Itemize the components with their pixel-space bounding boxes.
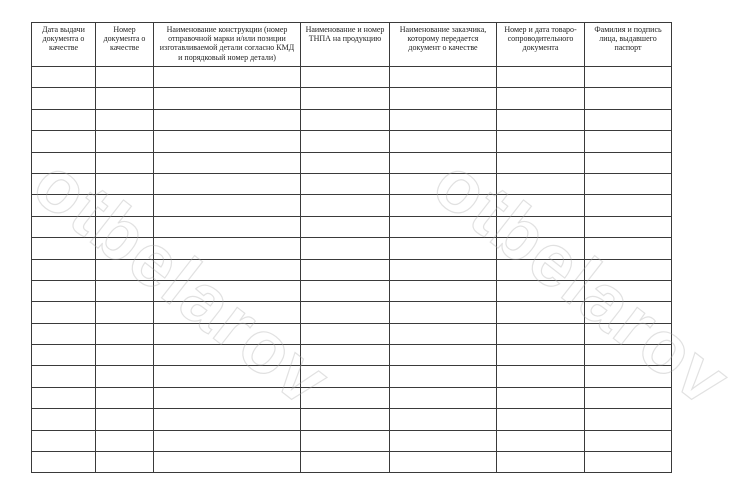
table-cell [390,366,497,387]
table-cell [32,152,96,173]
table-cell [497,387,585,408]
table-cell [32,88,96,109]
table-cell [390,131,497,152]
table-cell [96,302,154,323]
column-header-tnpa-label: Наименование и номер ТНПА на продукцию [305,25,385,44]
table-cell [154,345,301,366]
table-cell [301,430,390,451]
table-cell [96,452,154,473]
column-header-customer-label: Наименование заказчика, которому передается документ о качестве [399,25,487,53]
table-cell [585,131,672,152]
table-cell [32,345,96,366]
table-cell [497,452,585,473]
table-cell [32,216,96,237]
table-row [32,131,672,152]
table-cell [497,366,585,387]
table-cell [154,195,301,216]
quality-document-register-table [31,22,672,473]
table-cell [32,452,96,473]
table-cell [96,323,154,344]
table-cell [497,302,585,323]
table-row [32,109,672,130]
table-cell [32,109,96,130]
table-cell [154,366,301,387]
table-cell [32,67,96,88]
table-row [32,366,672,387]
table-cell [301,88,390,109]
table-row [32,387,672,408]
table-cell [585,409,672,430]
table-cell [154,238,301,259]
watermark-right: otbelarov [418,140,747,423]
table-cell [154,280,301,301]
table-cell [301,109,390,130]
table-cell [497,409,585,430]
table-cell [390,452,497,473]
table-cell [154,302,301,323]
table-cell [301,131,390,152]
table-row [32,88,672,109]
table-cell [585,195,672,216]
table-cell [390,302,497,323]
table-cell [154,259,301,280]
watermark-left: otbelarov [18,140,347,423]
table-row [32,195,672,216]
table-cell [96,238,154,259]
table-cell [96,67,154,88]
table-row [32,259,672,280]
table-cell [585,345,672,366]
table-cell [585,323,672,344]
column-header-issue-date-label: Дата выдачи документа о качестве [42,25,85,53]
table-cell [32,409,96,430]
table-cell [96,109,154,130]
table-cell [497,259,585,280]
table-cell [497,323,585,344]
table-cell [301,366,390,387]
table-cell [497,67,585,88]
table-cell [497,109,585,130]
table-cell [497,216,585,237]
table-cell [32,302,96,323]
table-cell [32,131,96,152]
table-cell [497,88,585,109]
table-cell [96,280,154,301]
table-cell [154,216,301,237]
table-row [32,152,672,173]
table-cell [390,109,497,130]
table-cell [154,323,301,344]
column-header-issue-date [32,23,96,67]
table-cell [390,152,497,173]
table-cell [497,152,585,173]
table-cell [301,387,390,408]
table-row [32,323,672,344]
table-cell [390,323,497,344]
table-cell [32,195,96,216]
table-cell [154,131,301,152]
table-row [32,452,672,473]
register-body [32,67,672,473]
table-cell [154,430,301,451]
table-cell [301,409,390,430]
table-cell [585,452,672,473]
table-cell [390,195,497,216]
table-cell [96,152,154,173]
table-cell [390,409,497,430]
table-cell [154,409,301,430]
table-cell [301,323,390,344]
table-cell [497,238,585,259]
table-cell [390,216,497,237]
column-header-issuer-signature-label: Фамилия и подпись лица, выдавшего паспорт [594,25,662,53]
column-header-construction-name-label: Наименование конструкции (номер отправочной марки и/или позиции изготавливаемой детали согласно КМД и порядковый номер детали) [159,25,295,62]
column-header-tnpa [301,23,390,67]
table-cell [301,452,390,473]
table-cell [585,88,672,109]
table-cell [96,409,154,430]
table-row [32,430,672,451]
table-cell [301,280,390,301]
table-cell [497,131,585,152]
table-row [32,409,672,430]
column-header-shipping-document-label: Номер и дата товаро-сопроводительного документа [504,25,577,53]
column-header-customer [390,23,497,67]
table-cell [585,387,672,408]
table-cell [585,238,672,259]
table-cell [32,259,96,280]
table-cell [32,280,96,301]
table-cell [390,345,497,366]
table-cell [96,131,154,152]
table-cell [96,88,154,109]
table-cell [96,430,154,451]
table-cell [497,345,585,366]
table-cell [585,302,672,323]
column-header-document-number-label: Номер документа о качестве [103,25,146,53]
table-cell [497,280,585,301]
table-row [32,345,672,366]
table-cell [154,88,301,109]
table-cell [585,152,672,173]
table-cell [154,452,301,473]
table-cell [96,173,154,194]
table-cell [32,238,96,259]
column-header-construction-name [154,23,301,67]
column-header-shipping-document [497,23,585,67]
table-cell [154,173,301,194]
table-cell [301,302,390,323]
table-cell [154,387,301,408]
table-cell [96,366,154,387]
table-cell [390,387,497,408]
table-cell [96,216,154,237]
table-cell [390,259,497,280]
table-cell [96,387,154,408]
table-cell [301,238,390,259]
table-cell [585,67,672,88]
table-cell [585,109,672,130]
table-cell [301,216,390,237]
table-cell [390,280,497,301]
table-cell [32,430,96,451]
table-cell [585,216,672,237]
table-row [32,302,672,323]
table-cell [390,430,497,451]
table-cell [32,173,96,194]
table-cell [497,173,585,194]
table-cell [585,280,672,301]
table-cell [301,259,390,280]
table-cell [301,173,390,194]
table-cell [154,109,301,130]
table-row [32,173,672,194]
table-cell [497,195,585,216]
table-row [32,67,672,88]
table-cell [585,366,672,387]
column-header-document-number [96,23,154,67]
table-cell [390,238,497,259]
table-cell [301,152,390,173]
table-cell [301,345,390,366]
table-cell [96,259,154,280]
table-cell [390,88,497,109]
table-cell [585,173,672,194]
table-cell [154,152,301,173]
table-cell [32,323,96,344]
table-cell [390,67,497,88]
table-cell [301,67,390,88]
table-row [32,280,672,301]
table-cell [32,387,96,408]
header-row [32,23,672,67]
table-cell [585,430,672,451]
table-cell [32,366,96,387]
table-cell [497,430,585,451]
table-cell [154,67,301,88]
table-row [32,216,672,237]
table-cell [301,195,390,216]
table-cell [585,259,672,280]
column-header-issuer-signature [585,23,672,67]
table-cell [96,345,154,366]
table-cell [96,195,154,216]
table-row [32,238,672,259]
table-cell [390,173,497,194]
